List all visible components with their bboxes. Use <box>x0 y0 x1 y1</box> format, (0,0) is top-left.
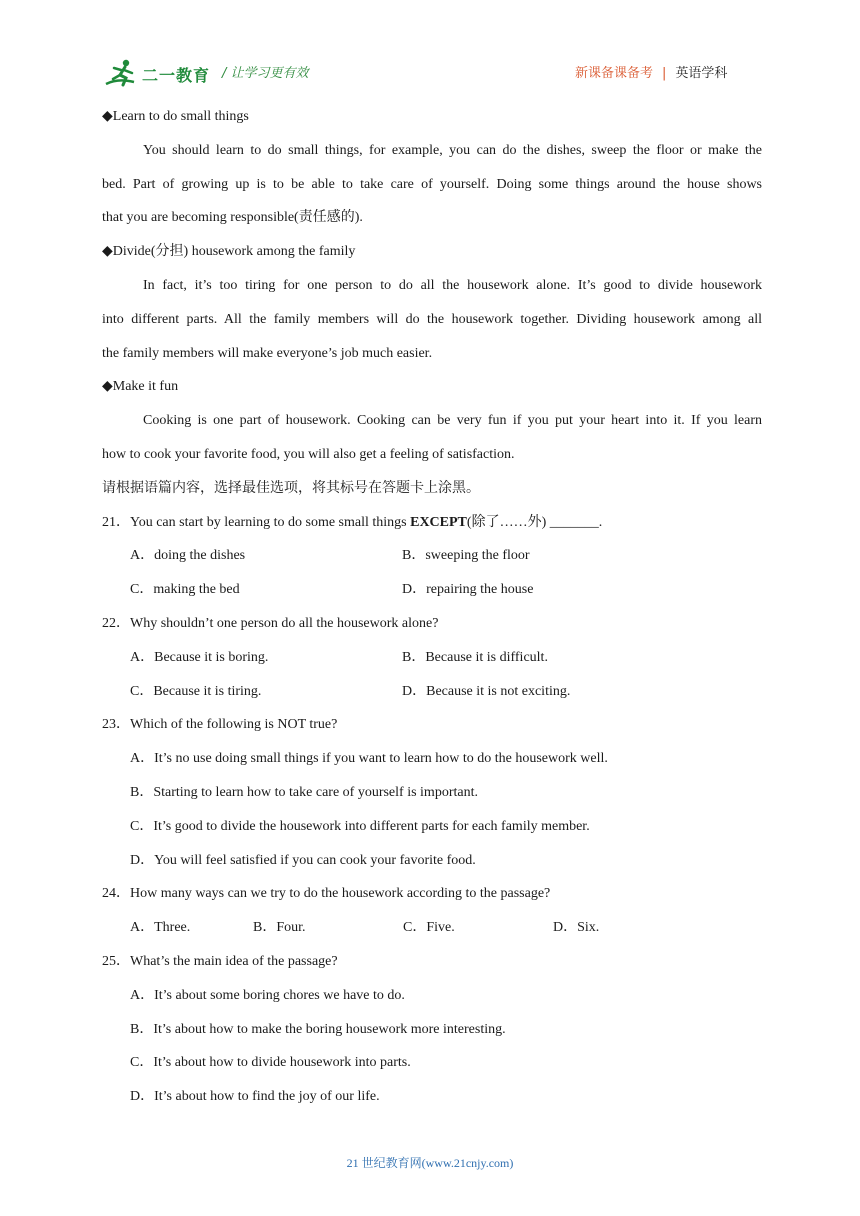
question-stem-text: 21．You can start by learning to do some small things <box>102 514 411 530</box>
question-21-stem <box>102 506 762 540</box>
option-b: B．sweeping the floor <box>402 548 530 564</box>
paragraph-line: into different parts. All the family members will do the housework together. Dividing housework among all <box>102 311 762 327</box>
header-subject <box>575 62 727 81</box>
option-a: A．doing the dishes <box>130 548 246 564</box>
option-b: B．Four. <box>253 920 306 936</box>
option-b: B．Starting to learn how to take care of yourself is important. <box>130 784 478 800</box>
option-row <box>102 573 762 607</box>
option-row <box>102 641 762 675</box>
header-course-label: 新课备课备考 <box>575 66 654 81</box>
option-d: D．Six. <box>553 920 600 936</box>
option-c: C．It’s good to divide the housework into different parts for each family member. <box>130 818 590 834</box>
option-d: D．repairing the house <box>402 582 534 598</box>
option-d: D．You will feel satisfied if you can cook your favorite food. <box>130 852 476 868</box>
page-footer: 21 世纪教育网(www.21cnjy.com) <box>346 1156 514 1170</box>
instruction: 请根据语篇内容，选择最佳选项，将其标号在答题卡上涂黑。 <box>102 480 480 496</box>
question-24-stem: 24．How many ways can we try to do the housework according to the passage? <box>102 886 551 902</box>
paragraph-line: how to cook your favorite food, you will also get a feeling of satisfaction. <box>102 446 515 462</box>
section-heading: ◆Divide(分担) housework among the family <box>102 244 356 260</box>
slogan: / 让学习更有效 <box>222 66 309 81</box>
paragraph-line: bed. Part of growing up is to be able to take care of yourself. Doing some things around the house shows <box>102 176 762 192</box>
option-a: A．Three. <box>130 920 191 936</box>
runner-logo-icon <box>104 58 144 90</box>
paragraph-line: In fact, it’s too tiring for one person to do all the housework alone. It’s good to divide housework <box>143 277 762 293</box>
option-row <box>102 539 762 573</box>
question-keyword: EXCEPT <box>410 514 467 530</box>
option-row <box>102 675 762 709</box>
header-subject-label: 英语学科 <box>675 66 728 81</box>
option-c: C．Five. <box>403 920 455 936</box>
question-stem-text: (除了……外) _______. <box>466 514 603 530</box>
option-d: D．Because it is not exciting. <box>402 683 571 699</box>
option-row <box>102 911 762 945</box>
page-header <box>0 0 860 100</box>
paragraph-line: Cooking is one part of housework. Cooking can be very fun if you put your heart into it. If you learn <box>143 413 762 429</box>
paragraph-line: You should learn to do small things, for example, you can do the dishes, sweep the floor or make the <box>143 142 762 158</box>
question-23-stem: 23．Which of the following is NOT true? <box>102 717 338 733</box>
option-a: A．Because it is boring. <box>130 649 269 665</box>
section-heading: ◆Make it fun <box>102 379 179 395</box>
document-body <box>102 100 762 1114</box>
logo <box>104 58 214 90</box>
header-separator: | <box>662 66 667 81</box>
option-c: C．Because it is tiring. <box>130 683 262 699</box>
option-a: A．It’s no use doing small things if you want to learn how to do the housework well. <box>130 751 608 767</box>
question-25-stem: 25．What’s the main idea of the passage? <box>102 953 338 969</box>
paragraph-line: that you are becoming responsible(责任感的). <box>102 210 363 226</box>
section-heading: ◆Learn to do small things <box>102 109 249 124</box>
logo-text: 二一教育 <box>142 66 211 85</box>
option-a: A．It’s about some boring chores we have to do. <box>130 987 405 1003</box>
question-22-stem: 22．Why shouldn’t one person do all the housework alone? <box>102 615 439 631</box>
option-b: B．It’s about how to make the boring housework more interesting. <box>130 1021 506 1037</box>
paragraph-line: the family members will make everyone’s job much easier. <box>102 345 433 361</box>
option-c: C．It’s about how to divide housework into parts. <box>130 1055 411 1071</box>
option-b: B．Because it is difficult. <box>402 649 548 665</box>
option-d: D．It’s about how to find the joy of our life. <box>130 1089 380 1105</box>
option-c: C．making the bed <box>130 582 240 598</box>
